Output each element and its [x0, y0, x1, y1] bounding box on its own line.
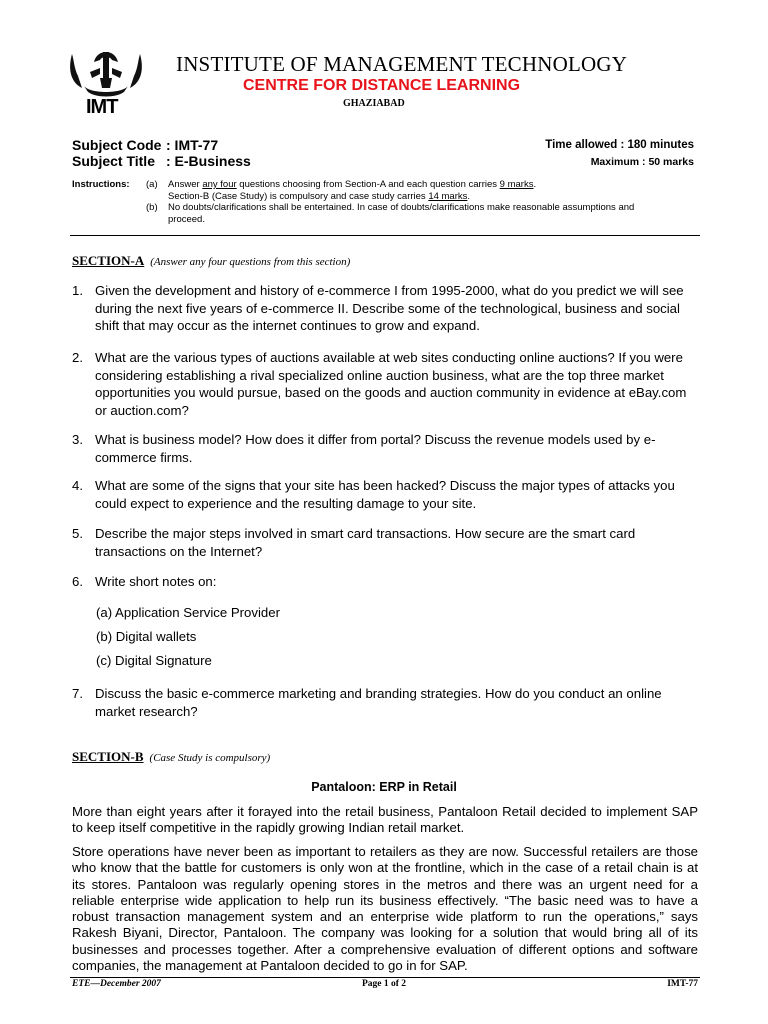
question-7: 7. Discuss the basic e-commerce marketing and branding strategies. How do you conduct an online market research?: [72, 686, 662, 719]
case-paragraph-1: More than eight years after it forayed into the retail business, Pantaloon Retail decided to implement SAP to keep itself competitive in the rapidly growing Indian retail market.: [72, 804, 698, 836]
maximum-marks: Maximum : 50 marks: [590, 156, 694, 168]
instruction-b: No doubts/clarifications shall be entertained. In case of doubts/clarifications make reasonable assumptions and proceed.: [168, 202, 635, 225]
footer-page-number: Page 1 of 2: [361, 979, 407, 989]
subject-code-label: Subject Code: [72, 137, 162, 153]
question-6: 6. Write short notes on:: [72, 574, 217, 589]
section-b-heading: SECTION-B (Case Study is compulsory): [72, 749, 271, 764]
case-paragraph-2: Store operations have never been as important to retailers as they are now. Successful retailers are those who know that the battle for customers is only won at the frontline, which in the case of a retail chain is at its stores. Pantaloon was regularly opening stores in the metros and there was an urgent need for a reliable enterprise wide application to help run its business effectively. “The basic need was to have a robust transaction management system and an enterprise wide platform to run the operations,” says Rakesh Biyani, Director, Pantaloon. The company was looking for a solution that would bring all of its businesses and processes together. After a comprehensive evaluation of different options and software companies, the management at Pantaloon decided to go in for SAP.: [72, 844, 698, 974]
footer-exam: ETE—December 2007: [72, 979, 161, 989]
institute-name: INSTITUTE OF MANAGEMENT TECHNOLOGY: [176, 52, 628, 76]
time-allowed: Time allowed : 180 minutes: [545, 139, 694, 151]
question-3: 3. What is business model? How does it differ from portal? Discuss the revenue models used by e-commerce firms.: [72, 432, 656, 465]
question-2: 2. What are the various types of auctions available at web sites conducting online auctions? If you were considering establishing a rival specialized online auction business, what are the top three market opportunities you would pursue, based on the goods and auction community in evidence at eBay.com or auction.com?: [72, 350, 687, 418]
header-divider: [70, 235, 700, 236]
instruction-a: Answer any four questions choosing from Section-A and each question carries 9 marks. Section-B (Case Study) is compulsory and case study carries 14 marks.: [168, 179, 537, 202]
instructions-label: Instructions:: [72, 179, 130, 190]
question-4: 4. What are some of the signs that your site has been hacked? Discuss the major types of attacks you could expect to experience and the resulting damage to your site.: [72, 478, 675, 511]
instruction-a-marker: (a): [146, 179, 158, 190]
subject-code-value: : IMT-77: [166, 137, 219, 153]
footer-divider: [70, 977, 700, 978]
short-note-b: (b) Digital wallets: [96, 629, 197, 644]
short-note-c: (c) Digital Signature: [96, 653, 212, 668]
footer-subject-code: IMT-77: [667, 979, 698, 989]
logo-text: IMT: [86, 96, 118, 118]
city-name: GHAZIABAD: [343, 98, 405, 109]
centre-name: CENTRE FOR DISTANCE LEARNING: [243, 77, 521, 94]
imt-logo: [64, 48, 148, 122]
section-a-heading: SECTION-A (Answer any four questions from this section): [72, 253, 351, 268]
case-study-title: Pantaloon: ERP in Retail: [311, 780, 457, 794]
instruction-b-marker: (b): [146, 202, 158, 213]
question-5: 5. Describe the major steps involved in smart card transactions. How secure are the smart card transactions on the Internet?: [72, 526, 636, 559]
short-note-a: (a) Application Service Provider: [96, 605, 280, 620]
subject-title-value: : E-Business: [166, 153, 251, 169]
subject-title-label: Subject Title: [72, 153, 155, 169]
question-1: 1. Given the development and history of e-commerce I from 1995-2000, what do you predict we will see during the next five years of e-commerce II. Describe some of the technological, business and social shift that may occur as the internet continues to grow and expand.: [72, 283, 684, 333]
